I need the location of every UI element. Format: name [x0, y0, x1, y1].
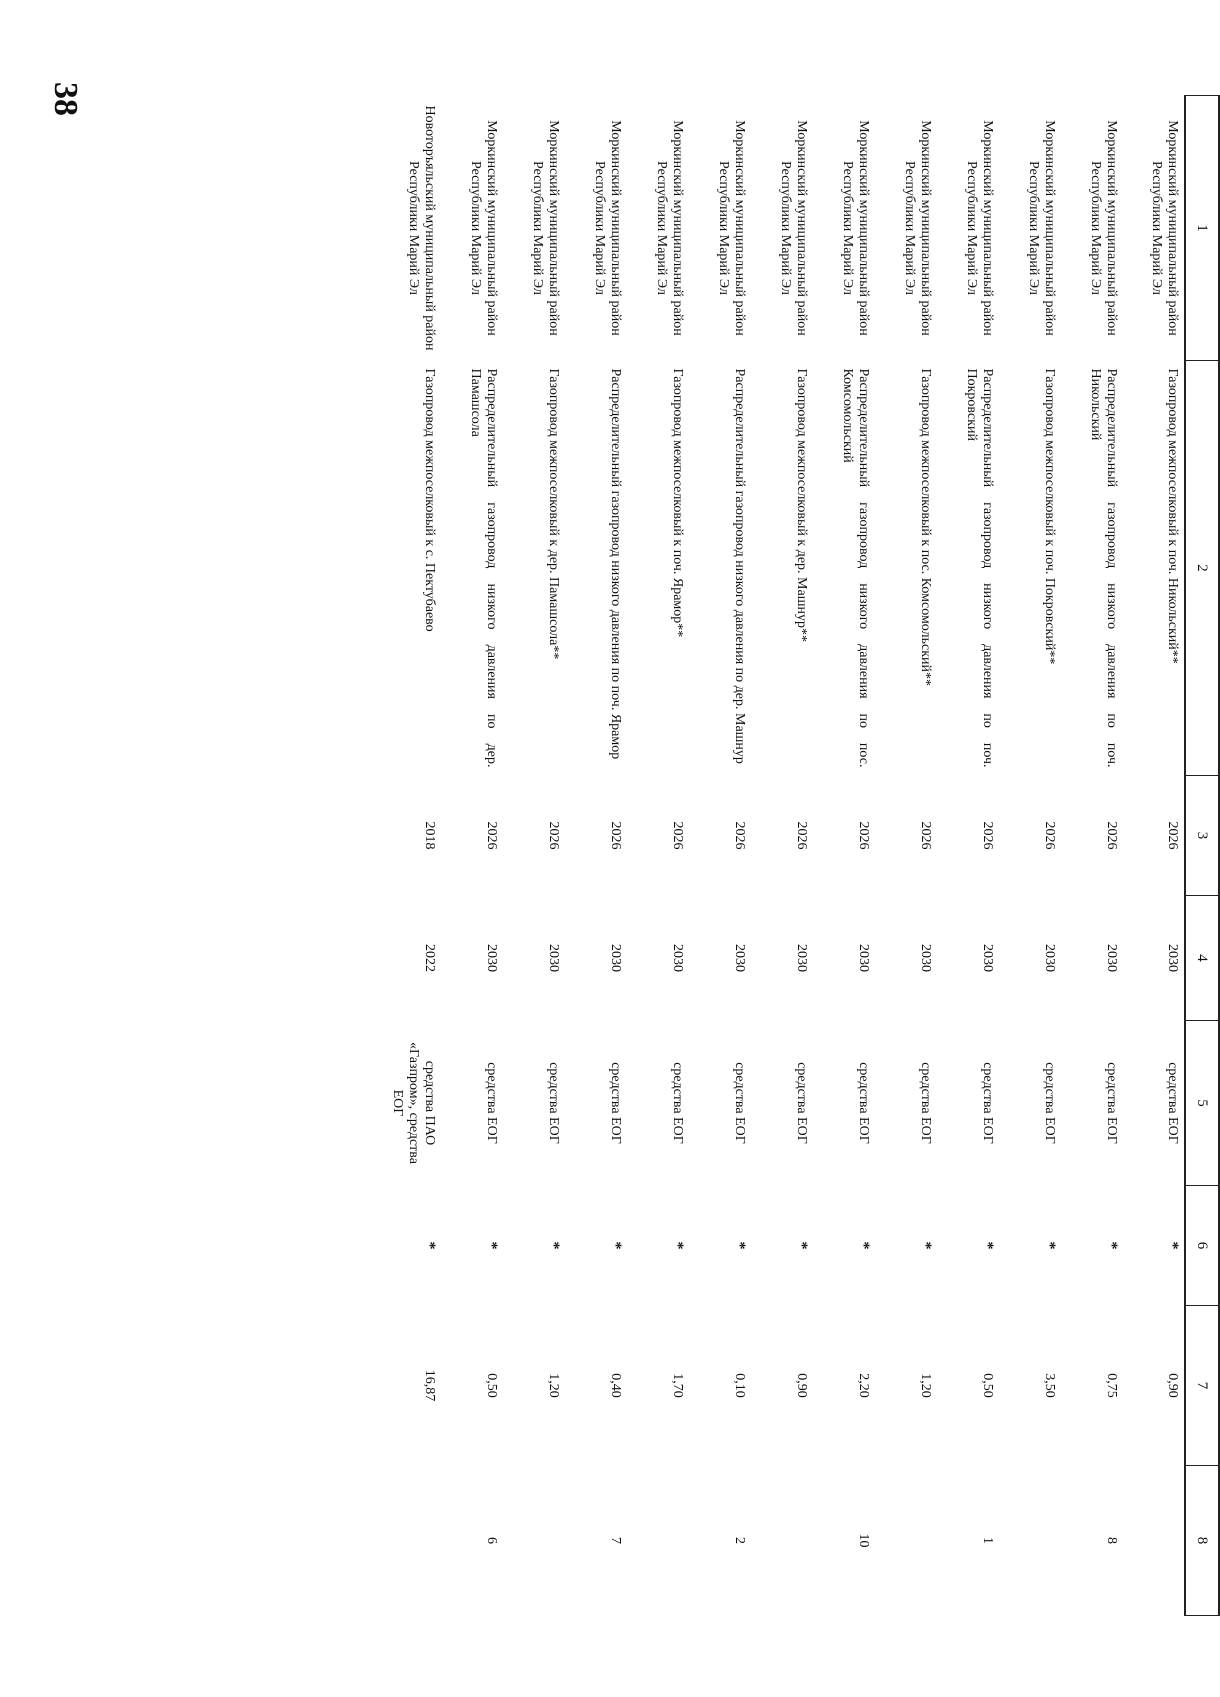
district-cell: Моркинский муниципальный район Республики Марий Эл: [778, 120, 809, 336]
table-row: [999, 96, 1061, 1616]
district-cell: Моркинский муниципальный район Республики Марий Эл: [1149, 120, 1180, 336]
district-cell: Моркинский муниципальный район Республики Марий Эл: [1088, 120, 1119, 336]
start-year-cell: 2026: [608, 821, 623, 850]
length-cell: 3,50: [1042, 1373, 1057, 1398]
table-row: [1123, 96, 1185, 1616]
end-year-cell: 2030: [1042, 944, 1057, 972]
header-col-4: 4: [1185, 896, 1219, 1021]
length-cell: 16,87: [422, 1369, 437, 1402]
length-cell: 0,75: [1104, 1373, 1119, 1398]
funding-source-cell: средства ЕОГ: [670, 1062, 685, 1144]
length-cell: 2,20: [856, 1373, 871, 1398]
mark-cell: *: [855, 1241, 872, 1250]
district-cell: Моркинский муниципальный район Республики Марий Эл: [592, 120, 623, 336]
district-cell: Новоторъяльский муниципальный район Республики Марий Эл: [406, 105, 437, 351]
start-year-cell: 2026: [1042, 821, 1057, 850]
funding-source-cell: средства ЕОГ: [1104, 1062, 1119, 1144]
funding-source-cell: средства ЕОГ: [980, 1062, 995, 1144]
table-row: [1061, 96, 1123, 1616]
table-row: [689, 96, 751, 1616]
end-year-cell: 2030: [608, 944, 623, 972]
count-cell: 10: [856, 1533, 871, 1548]
end-year-cell: 2030: [546, 944, 561, 972]
header-col-6: 6: [1185, 1186, 1219, 1306]
end-year-cell: 2030: [670, 944, 685, 972]
length-cell: 0,50: [484, 1373, 499, 1398]
mark-cell: *: [607, 1241, 624, 1250]
district-cell: Моркинский муниципальный район Республики Марий Эл: [964, 120, 995, 336]
object-cell: Распределительный газопровод низкого давления по поч. Покровский: [964, 368, 995, 768]
object-cell: Газопровод межпоселковый к пос. Комсомольский**: [918, 368, 933, 686]
header-col-5: 5: [1185, 1021, 1219, 1186]
end-year-cell: 2030: [1165, 944, 1180, 972]
object-cell: Распределительный газопровод низкого давления по поч. Никольский: [1088, 368, 1119, 768]
table-row: [875, 96, 937, 1616]
mark-cell: *: [483, 1241, 500, 1250]
start-year-cell: 2026: [980, 821, 995, 850]
table-header-row: [1185, 96, 1219, 1616]
count-cell: [379, 1466, 441, 1616]
length-cell: 0,90: [794, 1373, 809, 1398]
table-row: [937, 96, 999, 1616]
object-cell: Распределительный газопровод низкого давления по дер. Памашсола: [468, 368, 499, 768]
header-col-2: 2: [1185, 361, 1219, 776]
end-year-cell: 2030: [980, 944, 995, 972]
district-cell: Моркинский муниципальный район Республики Марий Эл: [902, 120, 933, 336]
funding-source-cell: средства ЕОГ: [918, 1062, 933, 1144]
table-row: [503, 96, 565, 1616]
district-cell: Моркинский муниципальный район Республики Марий Эл: [1026, 120, 1057, 336]
end-year-cell: 2022: [422, 944, 437, 972]
end-year-cell: 2030: [732, 944, 747, 972]
count-cell: 7: [608, 1537, 623, 1544]
object-cell: Газопровод межпоселковый к дер. Машнур**: [794, 368, 809, 642]
funding-source-cell: средства ЕОГ: [1042, 1062, 1057, 1144]
mark-cell: *: [1164, 1241, 1181, 1250]
count-cell: [875, 1466, 937, 1616]
count-cell: [627, 1466, 689, 1616]
header-col-1: 1: [1185, 96, 1219, 361]
start-year-cell: 2026: [918, 821, 933, 850]
mark-cell: *: [421, 1241, 438, 1250]
start-year-cell: 2026: [484, 821, 499, 850]
table-row: [813, 96, 875, 1616]
object-cell: Распределительный газопровод низкого давления по пос. Комсомольский: [840, 368, 871, 768]
end-year-cell: 2030: [856, 944, 871, 972]
funding-source-cell: средства ЕОГ: [608, 1062, 623, 1144]
length-cell: 0,40: [608, 1373, 623, 1398]
start-year-cell: 2026: [732, 821, 747, 850]
table-row: [379, 96, 441, 1616]
header-col-3: 3: [1185, 776, 1219, 896]
count-cell: 6: [484, 1537, 499, 1544]
mark-cell: *: [917, 1241, 934, 1250]
count-cell: [751, 1466, 813, 1616]
object-cell: Газопровод межпоселковый к дер. Памашсола**: [546, 368, 561, 660]
funding-source-cell: средства ЕОГ: [732, 1062, 747, 1144]
end-year-cell: 2030: [1104, 944, 1119, 972]
table-row: [627, 96, 689, 1616]
page-number: 38: [47, 82, 84, 116]
header-col-7: 7: [1185, 1306, 1219, 1466]
table-row: [565, 96, 627, 1616]
count-cell: [1123, 1466, 1185, 1616]
mark-cell: *: [793, 1241, 810, 1250]
rotated-table-container: [204, 95, 1220, 1615]
object-cell: Распределительный газопровод низкого давления по дер. Машнур: [732, 368, 747, 764]
funding-source-cell: средства ЕОГ: [546, 1062, 561, 1144]
start-year-cell: 2026: [670, 821, 685, 850]
funding-source-cell: средства ЕОГ: [484, 1062, 499, 1144]
object-cell: Газопровод межпоселковый к поч. Покровский**: [1042, 368, 1057, 665]
count-cell: 8: [1104, 1537, 1119, 1544]
mark-cell: *: [731, 1241, 748, 1250]
district-cell: Моркинский муниципальный район Республики Марий Эл: [840, 120, 871, 336]
funding-source-cell: средства ПАО «Газпром», средства ЕОГ: [390, 1042, 437, 1164]
mark-cell: *: [1103, 1241, 1120, 1250]
district-cell: Моркинский муниципальный район Республики Марий Эл: [530, 120, 561, 336]
length-cell: 0,10: [732, 1373, 747, 1398]
start-year-cell: 2026: [1165, 821, 1180, 850]
start-year-cell: 2018: [422, 821, 437, 850]
object-cell: Газопровод межпоселковый к поч. Никольский**: [1165, 368, 1180, 664]
gas-pipeline-table: [379, 95, 1220, 1616]
start-year-cell: 2026: [1104, 821, 1119, 850]
length-cell: 1,70: [670, 1373, 685, 1398]
district-cell: Моркинский муниципальный район Республики Марий Эл: [716, 120, 747, 336]
count-cell: 1: [980, 1537, 995, 1544]
table-body: [379, 96, 1185, 1616]
start-year-cell: 2026: [794, 821, 809, 850]
count-cell: 2: [732, 1537, 747, 1544]
mark-cell: *: [545, 1241, 562, 1250]
header-col-8: 8: [1185, 1466, 1219, 1616]
object-cell: Распределительный газопровод низкого давления по поч. Ярамор: [608, 368, 623, 760]
length-cell: 1,20: [546, 1373, 561, 1398]
district-cell: Моркинский муниципальный район Республики Марий Эл: [468, 120, 499, 336]
table-row: [441, 96, 503, 1616]
length-cell: 1,20: [918, 1373, 933, 1398]
length-cell: 0,90: [1165, 1373, 1180, 1398]
end-year-cell: 2030: [484, 944, 499, 972]
object-cell: Газопровод межпоселковый к поч. Ярамор**: [670, 368, 685, 638]
end-year-cell: 2030: [918, 944, 933, 972]
funding-source-cell: средства ЕОГ: [1165, 1062, 1180, 1144]
mark-cell: *: [979, 1241, 996, 1250]
funding-source-cell: средства ЕОГ: [794, 1062, 809, 1144]
length-cell: 0,50: [980, 1373, 995, 1398]
count-cell: [503, 1466, 565, 1616]
mark-cell: *: [1041, 1241, 1058, 1250]
object-cell: Газопровод межпоселковый к с. Пектубаево: [422, 368, 437, 632]
start-year-cell: 2026: [546, 821, 561, 850]
end-year-cell: 2030: [794, 944, 809, 972]
count-cell: [999, 1466, 1061, 1616]
table-row: [751, 96, 813, 1616]
funding-source-cell: средства ЕОГ: [856, 1062, 871, 1144]
district-cell: Моркинский муниципальный район Республики Марий Эл: [654, 120, 685, 336]
mark-cell: *: [669, 1241, 686, 1250]
start-year-cell: 2026: [856, 821, 871, 850]
